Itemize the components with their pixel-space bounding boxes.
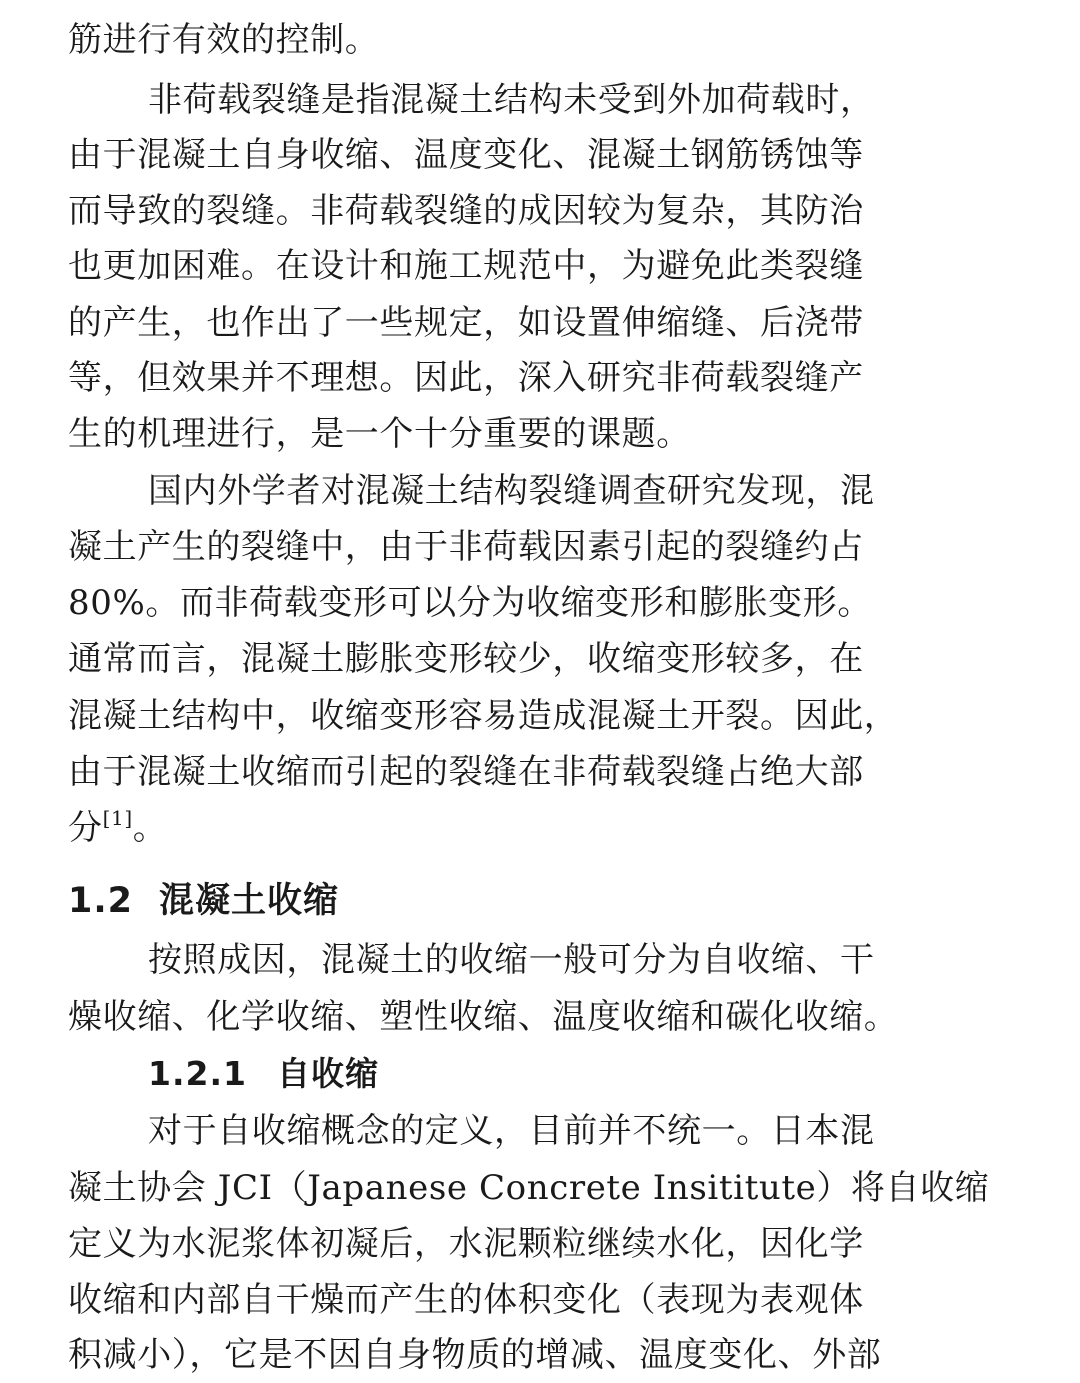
text-line: 凝土产生的裂缝中，由于非荷载因素引起的裂缝约占 [68,527,864,567]
text-line: 通常而言，混凝土膨胀变形较少，收缩变形较多，在 [68,639,864,679]
subsection-number: 1.2.1 [148,1054,247,1093]
text-line: 定义为水泥浆体初凝后，水泥颗粒继续水化，因化学 [68,1224,864,1264]
text-line: 收缩和内部自干燥而产生的体积变化（表现为表观体 [68,1280,864,1320]
section-title: 混凝土收缩 [159,881,340,921]
text-line: 对于自收缩概念的定义，目前并不统一。日本混 [148,1111,875,1151]
text-fragment: 。 [132,808,168,848]
text-line: 国内外学者对混凝土结构裂缝调查研究发现，混 [148,471,875,511]
text-line: 混凝土结构中，收缩变形容易造成混凝土开裂。因此， [68,696,899,736]
text-line: 筋进行有效的控制。 [68,20,380,60]
section-heading [0,873,1080,929]
text-line: 燥收缩、化学收缩、塑性收缩、温度收缩和碳化收缩。 [68,997,899,1037]
text-line: 按照成因，混凝土的收缩一般可分为自收缩、干 [148,940,875,980]
text-fragment: 分 [68,808,103,848]
section-number: 1.2 [68,881,134,921]
text-line: 80%。而非荷载变形可以分为收缩变形和膨胀变形。 [68,583,872,623]
citation-superscript: [1] [102,806,133,830]
subsection-title: 自收缩 [276,1054,379,1093]
text-line: 等，但效果并不理想。因此，深入研究非荷载裂缝产 [68,358,864,398]
text-line: 的产生，也作出了一些规定，如设置伸缩缝、后浇带 [68,303,864,343]
text-line: 生的机理进行，是一个十分重要的课题。 [68,414,691,454]
text-line: 也更加困难。在设计和施工规范中，为避免此类裂缝 [68,246,864,286]
text-line: 由于混凝土自身收缩、温度变化、混凝土钢筋锈蚀等 [68,135,864,175]
text-line: 而导致的裂缝。非荷载裂缝的成因较为复杂，其防治 [68,191,864,231]
text-line: 非荷载裂缝是指混凝土结构未受到外加荷载时， [148,80,875,120]
text-line: 由于混凝土收缩而引起的裂缝在非荷载裂缝占绝大部 [68,752,864,792]
subsection-heading [0,1046,1080,1102]
text-line [0,800,1080,856]
text-line: 积减小），它是不因自身物质的增减、温度变化、外部 [68,1335,882,1375]
text-line: 凝土协会 JCI（Japanese Concrete Insititute）将自收缩 [68,1168,990,1208]
